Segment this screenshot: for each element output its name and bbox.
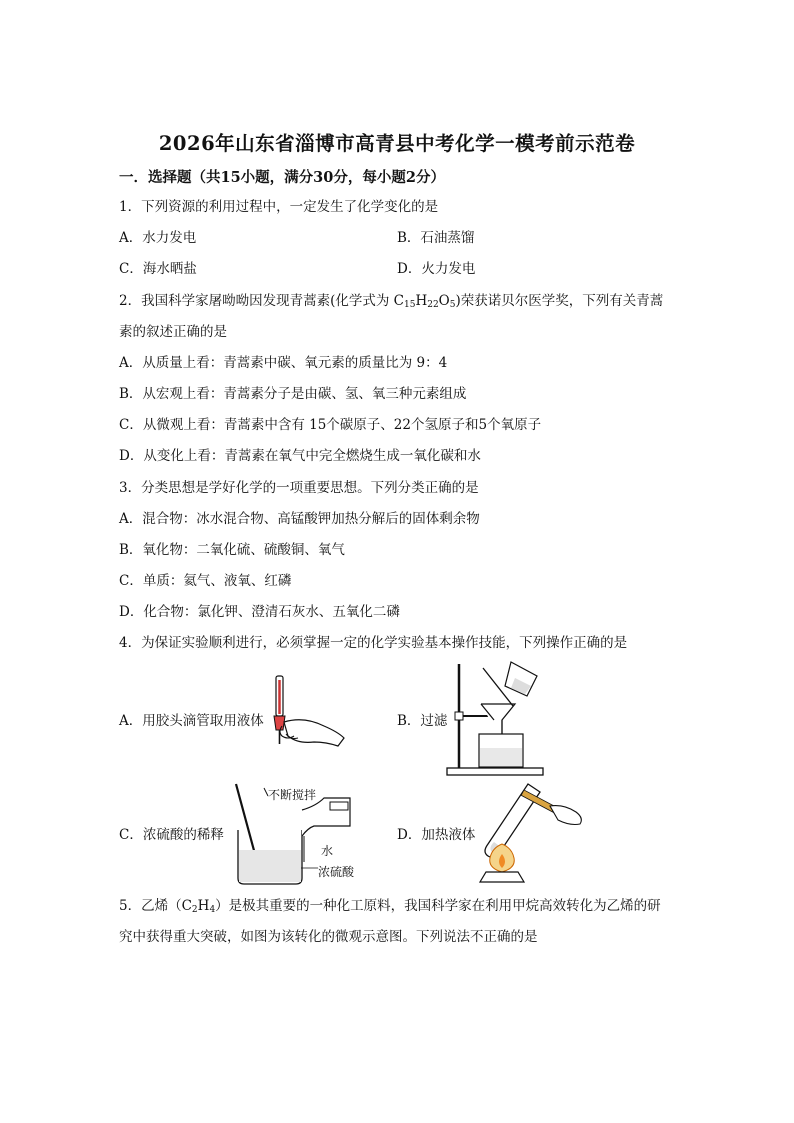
q4-stem: 4．为保证实验顺利进行，必须掌握一定的化学实验基本操作技能，下列操作正确的是	[119, 635, 628, 651]
q3-stem: 3．分类思想是学好化学的一项重要思想。下列分类正确的是	[119, 480, 479, 496]
q2-stem-part: )荣获诺贝尔医学奖，下列有关青蒿	[455, 293, 664, 309]
beaker-stirring-icon	[228, 780, 358, 888]
dilution-figure	[228, 780, 358, 888]
q1-option-a[interactable]: A．水力发电	[119, 230, 197, 246]
q2-stem-part: 2．我国科学家屠呦呦因发现青蒿素(化学式为 C	[119, 293, 404, 309]
q2-option-a[interactable]: A．从质量上看：青蒿素中碳、氧元素的质量比为 9：4	[119, 355, 448, 371]
dropper-figure	[266, 672, 348, 754]
q4-option-b[interactable]: B．过滤	[397, 713, 448, 729]
dropper-hand-icon	[266, 672, 348, 754]
label-water: 水	[321, 844, 334, 858]
q5-stem-line2: 究中获得重大突破，如图为该转化的微观示意图。下列说法不正确的是	[119, 929, 538, 945]
q2-sub: 22	[427, 300, 439, 310]
q1-option-d[interactable]: D．火力发电	[397, 261, 476, 277]
q2-stem-part: H	[415, 293, 428, 309]
q1-stem: 1．下列资源的利用过程中，一定发生了化学变化的是	[119, 199, 439, 215]
q3-option-c[interactable]: C．单质：氦气、液氧、红磷	[119, 573, 292, 589]
q5-sub: 2	[191, 905, 198, 915]
q2-option-d[interactable]: D．从变化上看：青蒿素在氧气中完全燃烧生成一氧化碳和水	[119, 448, 481, 464]
q5-stem-part: 5．乙烯（C	[119, 898, 192, 914]
test-tube-heating-icon	[478, 776, 588, 888]
q2-sub: 5	[449, 300, 456, 310]
q5-sub: 4	[209, 905, 216, 915]
section-heading: 一．选择题（共15小题，满分30分，每小题2分）	[119, 169, 445, 186]
q3-option-a[interactable]: A．混合物：冰水混合物、高锰酸钾加热分解后的固体剩余物	[119, 511, 480, 527]
q5-stem-line1	[119, 897, 661, 915]
q4-option-a[interactable]: A．用胶头滴管取用液体	[119, 713, 264, 729]
q1-option-c[interactable]: C．海水晒盐	[119, 261, 197, 277]
page-title: 2026年山东省淄博市高青县中考化学一模考前示范卷	[158, 132, 636, 155]
q3-option-b[interactable]: B．氧化物：二氧化硫、硫酸铜、氧气	[119, 542, 345, 558]
q2-stem-part: O	[438, 293, 450, 309]
q1-option-b[interactable]: B．石油蒸馏	[397, 230, 475, 246]
label-stir: 不断搅拌	[268, 788, 317, 802]
q3-option-d[interactable]: D．化合物：氯化钾、澄清石灰水、五氧化二磷	[119, 604, 400, 620]
heating-figure	[478, 776, 588, 888]
label-acid: 浓硫酸	[318, 865, 355, 879]
q5-stem-part: H	[197, 898, 210, 914]
filtration-figure	[445, 660, 547, 780]
q2-option-c[interactable]: C．从微观上看：青蒿素中含有 15个碳原子、22个氢原子和5个氧原子	[119, 417, 542, 433]
q2-sub: 15	[403, 300, 416, 310]
q4-option-c[interactable]: C．浓硫酸的稀释	[119, 827, 224, 843]
q2-stem-line2: 素的叙述正确的是	[119, 324, 227, 340]
q2-stem-line1	[119, 292, 663, 310]
filtration-apparatus-icon	[445, 660, 547, 780]
q2-option-b[interactable]: B．从宏观上看：青蒿素分子是由碳、氢、氧三种元素组成	[119, 386, 467, 402]
q4-option-d[interactable]: D．加热液体	[397, 827, 476, 843]
q5-stem-part: ）是极其重要的一种化工原料，我国科学家在利用甲烷高效转化为乙烯的研	[215, 898, 661, 914]
